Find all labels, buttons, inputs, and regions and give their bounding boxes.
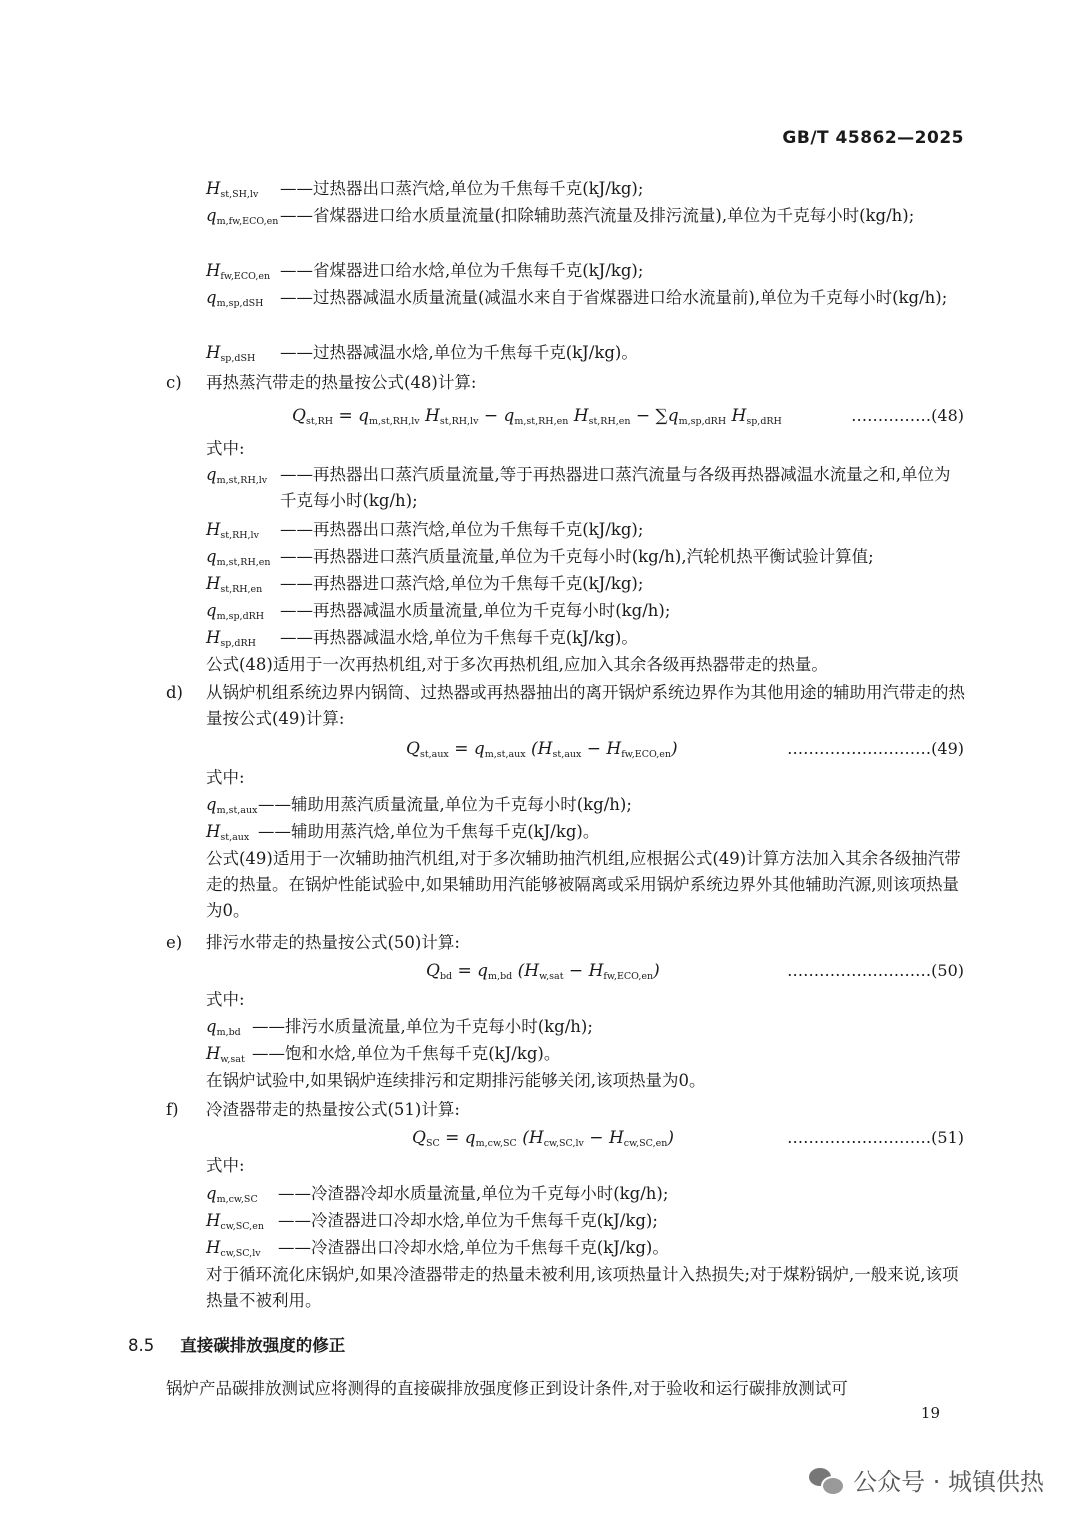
definition-symbol: $H_{st,RH,en}$ xyxy=(206,574,263,595)
watermark-text: 公众号 · 城镇供热 xyxy=(853,1468,1044,1496)
definition-item xyxy=(206,517,966,543)
item-intro-c: 再热蒸汽带走的热量按公式(48)计算: xyxy=(206,373,477,392)
equation-51: $Q_{SC} = q_{m,cw,SC}$ $(H_{cw,SC,lv} - H_{cw,SC,en})$ xyxy=(412,1128,674,1149)
wechat-icon xyxy=(809,1466,843,1494)
definition-text: ——过热器减温水焓,单位为千焦每千克(kJ/kg)。 xyxy=(280,343,638,362)
definition-symbol: $q_{m,sp,dRH}$ xyxy=(206,601,265,622)
definition-text: ——排污水质量流量,单位为千克每小时(kg/h); xyxy=(252,1017,593,1036)
definition-item xyxy=(206,285,966,337)
definition-symbol: $q_{m,bd}$ xyxy=(206,1017,241,1038)
definition-item xyxy=(206,1208,966,1234)
definition-text: ——冷渣器冷却水质量流量,单位为千克每小时(kg/h); xyxy=(278,1184,669,1203)
equation-number-50: ………………………(50) xyxy=(787,961,964,980)
definition-item xyxy=(206,819,966,845)
note-f: 对于循环流化床锅炉,如果冷渣器带走的热量未被利用,该项热量计入热损失;对于煤粉锅炉,一般来说,该项热量不被利用。 xyxy=(206,1265,959,1310)
section-title: 直接碳排放强度的修正 xyxy=(180,1336,346,1355)
definition-symbol: $H_{cw,SC,lv}$ xyxy=(206,1238,261,1259)
definition-symbol: $q_{m,fw,ECO,en}$ xyxy=(206,206,279,227)
definition-symbol: $q_{m,st,RH,en}$ xyxy=(206,547,271,568)
definition-text: ——再热器减温水质量流量,单位为千克每小时(kg/h); xyxy=(280,601,671,620)
equation-number-48: ……………(48) xyxy=(851,406,964,425)
equation-number-49: ………………………(49) xyxy=(787,739,964,758)
definition-item xyxy=(206,544,966,570)
equation-number-51: ………………………(51) xyxy=(787,1128,964,1147)
page-number: 19 xyxy=(920,1404,940,1422)
watermark xyxy=(809,1462,1044,1497)
item-intro-f: 冷渣器带走的热量按公式(51)计算: xyxy=(206,1100,460,1119)
definition-text: ——冷渣器出口冷却水焓,单位为千焦每千克(kJ/kg)。 xyxy=(278,1238,669,1257)
item-intro-e: 排污水带走的热量按公式(50)计算: xyxy=(206,933,460,952)
definition-item xyxy=(206,625,966,651)
definition-symbol: $q_{m,sp,dSH}$ xyxy=(206,288,264,309)
item-label-d: d) xyxy=(166,683,183,702)
definition-text: ——过热器减温水质量流量(减温水来自于省煤器进口给水流量前),单位为千克每小时(kg/h); xyxy=(280,288,948,307)
definition-symbol: $H_{fw,ECO,en}$ xyxy=(206,261,271,282)
section-heading xyxy=(128,1333,345,1359)
item-label-e: e) xyxy=(166,933,183,952)
definition-text: ——再热器出口蒸汽焓,单位为千焦每千克(kJ/kg); xyxy=(280,520,644,539)
definition-item xyxy=(206,571,966,597)
document-id: GB/T 45862—2025 xyxy=(782,128,964,148)
where-label-c: 式中: xyxy=(206,439,245,458)
item-label-f: f) xyxy=(166,1100,179,1119)
definition-symbol: $H_{w,sat}$ xyxy=(206,1044,245,1065)
equation-50: $Q_{bd} = q_{m,bd}$ $(H_{w,sat} - H_{fw,ECO,en})$ xyxy=(426,961,660,982)
note-c: 公式(48)适用于一次再热机组,对于多次再热机组,应加入其余各级再热器带走的热量。 xyxy=(206,655,828,674)
definition-symbol: $H_{st,aux}$ xyxy=(206,822,250,843)
definition-symbol: $q_{m,cw,SC}$ xyxy=(206,1184,258,1205)
where-label-e: 式中: xyxy=(206,990,245,1009)
definition-symbol: $q_{m,st,RH,lv}$ xyxy=(206,465,268,486)
definition-text: ——过热器出口蒸汽焓,单位为千焦每千克(kJ/kg); xyxy=(280,179,644,198)
definition-text: ——冷渣器进口冷却水焓,单位为千焦每千克(kJ/kg); xyxy=(278,1211,658,1230)
definition-item xyxy=(206,1041,966,1067)
note-d: 公式(49)适用于一次辅助抽汽机组,对于多次辅助抽汽机组,应根据公式(49)计算方法加入其余各级抽汽带走的热量。在锅炉性能试验中,如果辅助用汽能够被隔离或采用锅炉系统边界外其他辅助汽源,则该项热量为0。 xyxy=(206,849,961,920)
definition-item xyxy=(206,462,966,514)
definition-text: ——再热器减温水焓,单位为千焦每千克(kJ/kg)。 xyxy=(280,628,638,647)
section-body-text: 锅炉产品碳排放测试应将测得的直接碳排放强度修正到设计条件,对于验收和运行碳排放测试可 xyxy=(166,1379,848,1398)
definition-item xyxy=(206,792,966,818)
definition-text: ——饱和水焓,单位为千焦每千克(kJ/kg)。 xyxy=(252,1044,561,1063)
item-intro-d: 从锅炉机组系统边界内锅筒、过热器或再热器抽出的离开锅炉系统边界作为其他用途的辅助用汽带走的热量按公式(49)计算: xyxy=(206,683,965,728)
definition-item xyxy=(206,258,966,284)
definition-symbol: $H_{st,SH,lv}$ xyxy=(206,179,259,200)
equation-49: $Q_{st,aux} = q_{m,st,aux}$ $(H_{st,aux} - H_{fw,ECO,en})$ xyxy=(406,739,678,760)
definition-symbol: $H_{sp,dSH}$ xyxy=(206,343,256,364)
definition-text: ——辅助用蒸汽质量流量,单位为千克每小时(kg/h); xyxy=(258,795,632,814)
definition-text: ——再热器出口蒸汽质量流量,等于再热器进口蒸汽流量与各级再热器减温水流量之和,单位为千克每小时(kg/h); xyxy=(280,465,951,510)
definition-text: ——省煤器进口给水焓,单位为千焦每千克(kJ/kg); xyxy=(280,261,644,280)
item-label-c: c) xyxy=(166,373,182,392)
definition-symbol: $H_{sp,dRH}$ xyxy=(206,628,256,649)
definition-item xyxy=(206,203,966,255)
definition-symbol: $q_{m,st,aux}$ xyxy=(206,795,258,816)
section-number: 8.5 xyxy=(128,1336,155,1355)
equation-48: $Q_{st,RH} = q_{m,st,RH,lv}$ $H_{st,RH,lv} - q_{m,st,RH,en}$ $H_{st,RH,en} - \sum q_{m,sp,dRH}$ $H_{sp,dRH}$ xyxy=(292,406,782,427)
definition-text: ——辅助用蒸汽焓,单位为千焦每千克(kJ/kg)。 xyxy=(258,822,600,841)
definition-symbol: $H_{cw,SC,en}$ xyxy=(206,1211,264,1232)
where-label-f: 式中: xyxy=(206,1156,245,1175)
definition-item xyxy=(206,340,966,366)
definition-item xyxy=(206,1181,966,1207)
definition-item xyxy=(206,598,966,624)
definition-item xyxy=(206,1014,966,1040)
where-label-d: 式中: xyxy=(206,768,245,787)
definition-item xyxy=(206,1235,966,1261)
definition-symbol: $H_{st,RH,lv}$ xyxy=(206,520,259,541)
note-e: 在锅炉试验中,如果锅炉连续排污和定期排污能够关闭,该项热量为0。 xyxy=(206,1071,706,1090)
definition-item xyxy=(206,176,966,202)
definition-text: ——再热器进口蒸汽焓,单位为千焦每千克(kJ/kg); xyxy=(280,574,644,593)
definition-text: ——省煤器进口给水质量流量(扣除辅助蒸汽流量及排污流量),单位为千克每小时(kg/h); xyxy=(280,206,915,225)
definition-text: ——再热器进口蒸汽质量流量,单位为千克每小时(kg/h),汽轮机热平衡试验计算值; xyxy=(280,547,874,566)
